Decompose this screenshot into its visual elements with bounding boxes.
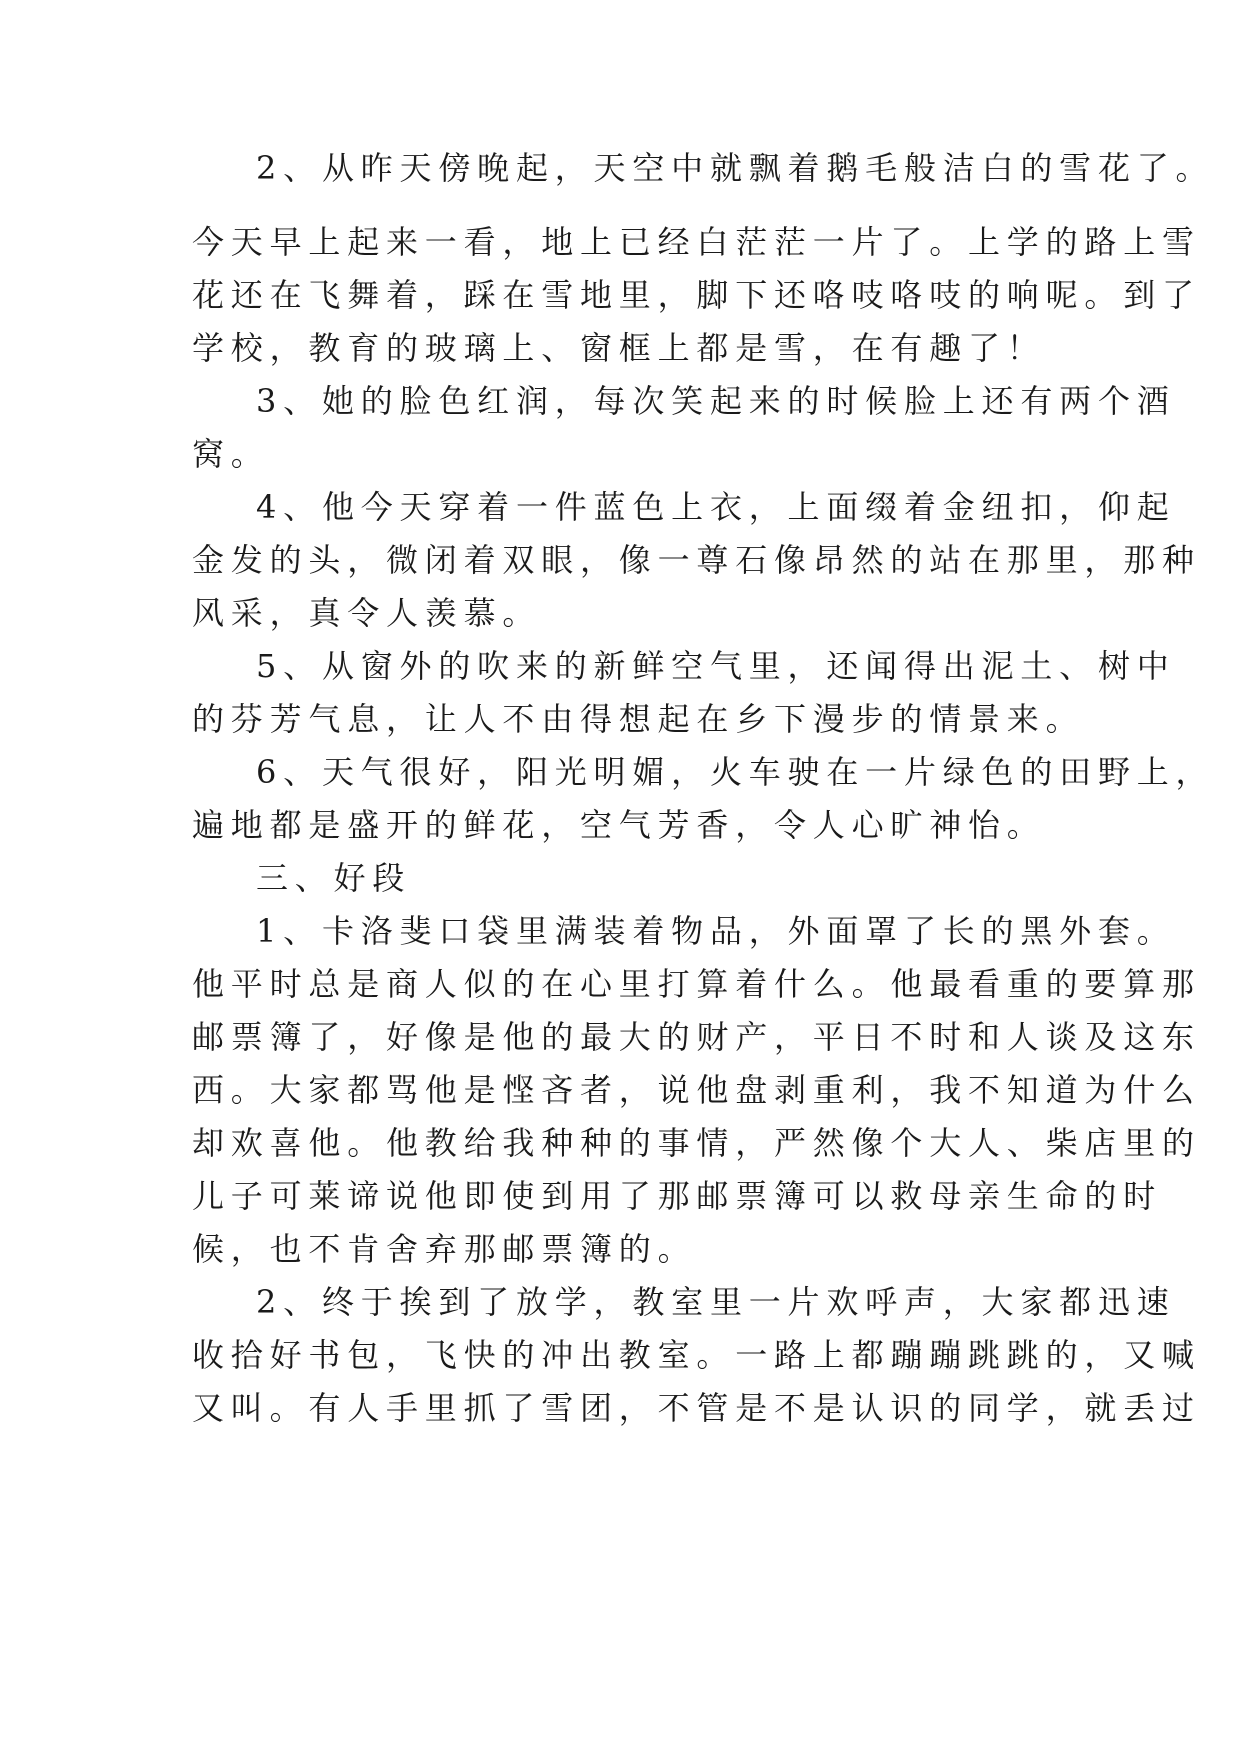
- paragraph-4-line-3: 风采，真令人羡慕。: [192, 594, 542, 632]
- good-paragraph-1-line-2: 他平时总是商人似的在心里打算着什么。他最看重的要算那: [192, 965, 1201, 1003]
- good-paragraph-1-line-7: 候，也不肯舍弃那邮票簿的。: [192, 1230, 697, 1268]
- good-paragraph-2-line-3: 又叫。有人手里抓了雪团，不管是不是认识的同学，就丢过: [192, 1389, 1201, 1427]
- paragraph-3-line-2: 窝。: [192, 435, 270, 473]
- paragraph-3-line-1: 3、她的脸色红润，每次笑起来的时候脸上还有两个酒: [256, 382, 1176, 420]
- paragraph-6-line-1: 6、天气很好，阳光明媚，火车驶在一片绿色的田野上，: [256, 753, 1215, 791]
- good-paragraph-1-line-3: 邮票簿了，好像是他的最大的财产，平日不时和人谈及这东: [192, 1018, 1201, 1056]
- good-paragraph-1-line-1: 1、卡洛斐口袋里满装着物品，外面罩了长的黑外套。: [256, 912, 1176, 950]
- good-paragraph-1-line-6: 儿子可莱谛说他即使到用了那邮票簿可以救母亲生命的时: [192, 1177, 1163, 1215]
- paragraph-4-line-2: 金发的头，微闭着双眼，像一尊石像昂然的站在那里，那种: [192, 541, 1201, 579]
- paragraph-5-line-1: 5、从窗外的吹来的新鲜空气里，还闻得出泥土、树中: [256, 647, 1176, 685]
- good-paragraph-1-line-5: 却欢喜他。他教给我种种的事情，严然像个大人、柴店里的: [192, 1124, 1201, 1162]
- good-paragraph-2-line-1: 2、终于挨到了放学，教室里一片欢呼声，大家都迅速: [256, 1283, 1176, 1321]
- paragraph-2-line-1: 2、从昨天傍晚起，天空中就飘着鹅毛般洁白的雪花了。: [256, 149, 1215, 187]
- good-paragraph-2-line-2: 收拾好书包，飞快的冲出教室。一路上都蹦蹦跳跳的，又喊: [192, 1336, 1201, 1374]
- paragraph-4-line-1: 4、他今天穿着一件蓝色上衣，上面缀着金纽扣，仰起: [256, 488, 1176, 526]
- paragraph-6-line-2: 遍地都是盛开的鲜花，空气芳香，令人心旷神怡。: [192, 806, 1046, 844]
- paragraph-2-line-4: 学校，教育的玻璃上、窗框上都是雪，在有趣了！: [192, 329, 1046, 367]
- paragraph-2-line-2: 今天早上起来一看，地上已经白茫茫一片了。上学的路上雪: [192, 223, 1201, 261]
- paragraph-5-line-2: 的芬芳气息，让人不由得想起在乡下漫步的情景来。: [192, 700, 1085, 738]
- section-heading: 三、好段: [256, 859, 412, 897]
- good-paragraph-1-line-4: 西。大家都骂他是悭吝者，说他盘剥重利，我不知道为什么: [192, 1071, 1201, 1109]
- paragraph-2-line-3: 花还在飞舞着，踩在雪地里，脚下还咯吱咯吱的响呢。到了: [192, 276, 1201, 314]
